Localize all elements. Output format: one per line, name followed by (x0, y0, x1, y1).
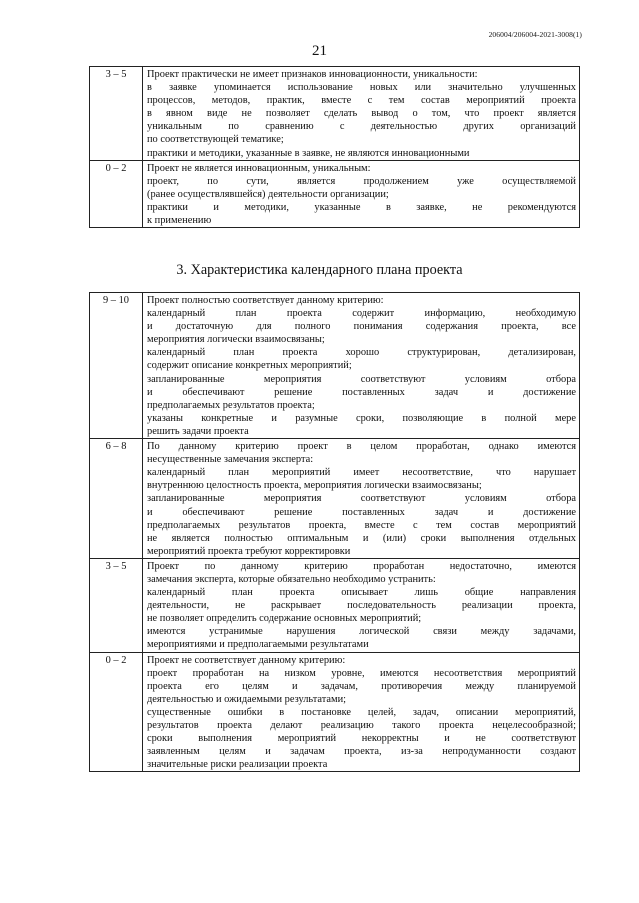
criterion-description-cell (143, 160, 580, 227)
description-line: календарный план проекта содержит информацию, необходимую (147, 308, 576, 320)
score-range-cell: 3 – 5 (90, 67, 143, 161)
description-line: проект, по сути, является продолжением уже осуществляемой (147, 175, 576, 187)
description-line: запланированные мероприятия соответствуют условиям отбора (147, 493, 576, 505)
description-line: замечания эксперта, которые обязательно необходимо устранить: (147, 573, 436, 585)
description-line: мероприятиями и предполагаемыми результатами (147, 639, 369, 651)
description-line: и достаточную для полного понимания содержания проекта, все (147, 321, 576, 333)
page-number: 21 (312, 43, 327, 59)
description-line: внутреннюю целостность проекта, мероприятия логически взаимосвязаны; (147, 480, 482, 492)
score-range-cell: 9 – 10 (90, 293, 143, 439)
criterion-description-cell (143, 67, 580, 161)
description-line: в явном виде не позволяет сделать вывод о том, что проект является (147, 108, 576, 120)
description-line: Проект полностью соответствует данному критерию: (147, 295, 384, 306)
description-line: календарный план мероприятий имеет несоответствие, что нарушает (147, 467, 576, 479)
score-range-cell: 0 – 2 (90, 652, 143, 772)
description-line: существенные ошибки в постановке целей, задач, описании мероприятий, (147, 706, 576, 718)
description-line: значительные риски реализации проекта (147, 759, 328, 771)
description-line: указаны конкретные и разумные сроки, позволяющие в полной мере (147, 412, 576, 424)
description-line: проекта его целям и задачам, противоречия между планируемой (147, 680, 576, 692)
description-line: сроки выполнения мероприятий некорректны и не соответствуют (147, 733, 576, 745)
description-line: решить задачи проекта (147, 425, 249, 437)
table-row (90, 439, 580, 559)
description-line: не является полностью оптимальным и (или) сроки выполнения отдельных (147, 532, 576, 544)
description-line: имеются устранимые нарушения логической связи между задачами, (147, 626, 576, 638)
description-line: практики и методики, указанные в заявке, не являются инновационными (147, 147, 470, 159)
description-line: календарный план проекта описывает лишь общие направления (147, 587, 576, 599)
description-line: процессов, методов, практик, вместе с тем состав мероприятий проекта (147, 95, 576, 107)
table-row (90, 293, 580, 439)
description-line: (ранее осуществлявшейся) деятельности организации; (147, 188, 389, 200)
criterion-description-cell (143, 652, 580, 772)
description-line: и обеспечивают решение поставленных задач и достижение (147, 386, 576, 398)
description-line: запланированные мероприятия соответствуют условиям отбора (147, 373, 576, 385)
description-line: проект проработан на низком уровне, имеются несоответствия мероприятий (147, 667, 576, 679)
criterion-description-cell (143, 439, 580, 559)
description-line: предполагаемых результатов проекта; (147, 399, 315, 411)
description-line: мероприятия логически взаимосвязаны; (147, 334, 325, 346)
description-line: календарный план проекта хорошо структурирован, детализирован, (147, 347, 576, 359)
description-line: уникальным по сравнению с деятельностью других организаций (147, 121, 576, 133)
description-line: содержит описание конкретных мероприятий; (147, 360, 352, 372)
description-line: Проект практически не имеет признаков инновационности, уникальности: (147, 69, 478, 80)
description-line: деятельности, не раскрывает последовательность реализации проекта, (147, 600, 576, 612)
description-line: Проект не соответствует данному критерию: (147, 654, 346, 666)
description-line: Проект не является инновационным, уникальным: (147, 162, 371, 174)
description-line: По данному критерию проект в целом проработан, однако имеются (147, 441, 576, 453)
description-line: Проект по данному критерию проработан недостаточно, имеются (147, 560, 576, 572)
description-line: заявленным целям и задачам проекта, из-за непродуманности создают (147, 746, 576, 758)
table-row (90, 67, 580, 161)
description-line: мероприятий проекта требуют корректировки (147, 545, 351, 557)
score-range-cell: 3 – 5 (90, 558, 143, 652)
description-line: не позволяет определить содержание основных мероприятий; (147, 613, 422, 625)
criterion-description-cell (143, 293, 580, 439)
description-line: и обеспечивают решение поставленных задач и достижение (147, 506, 576, 518)
section-title: 3. Характеристика календарного плана проекта (176, 262, 463, 278)
description-line: к применению (147, 215, 212, 227)
description-line: в заявке упоминается использование новых или значительно улучшенных (147, 82, 576, 94)
table-row (90, 558, 580, 652)
table-row (90, 160, 580, 227)
score-range-cell: 0 – 2 (90, 160, 143, 227)
description-line: по соответствующей тематике; (147, 134, 284, 146)
description-line: деятельностью и ожидаемыми результатами; (147, 693, 347, 705)
table-row (90, 652, 580, 772)
score-range-cell: 6 – 8 (90, 439, 143, 559)
criteria-table-calendar-plan (89, 292, 580, 772)
description-line: практики и методики, указанные в заявке, не рекомендуются (147, 201, 576, 213)
description-line: предполагаемых результатов проекта, вместе с тем состав мероприятий (147, 519, 576, 531)
description-line: несущественные замечания эксперта: (147, 454, 314, 466)
description-line: результатов проекта делают реализацию такого проекта нецелесообразной; (147, 720, 576, 731)
criterion-description-cell (143, 558, 580, 652)
criteria-table-innovation (89, 66, 580, 228)
document-id: 206004/206004-2021-3008(1) (488, 30, 582, 39)
